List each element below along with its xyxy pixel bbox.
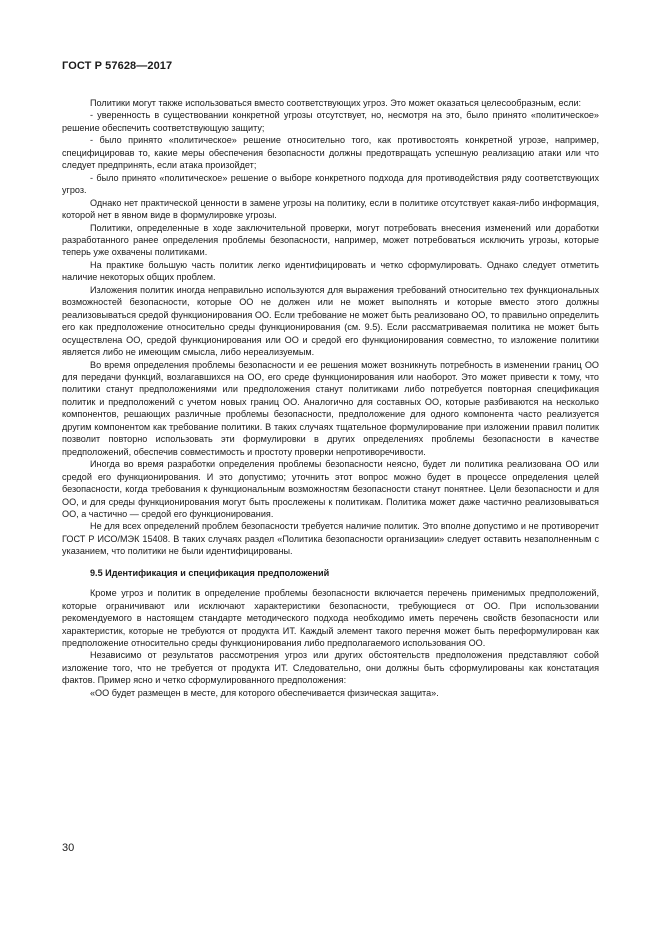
list-item: - уверенность в существовании конкретной угрозы отсутствует, но, несмотря на это, было принято «политическое» решение обеспечить соответствующую защиту; bbox=[62, 110, 599, 133]
paragraph: Независимо от результатов рассмотрения угроз или других обстоятельств предположения представляют собой изложение того, что не требуется от продукта ИТ. Следовательно, они должны быть сформулированы как констатация фактов. Пример ясно и четко сформулированного предположения: bbox=[62, 650, 599, 686]
paragraph: На практике большую часть политик легко идентифицировать и четко сформулировать. Однако следует отметить наличие некоторых общих проблем. bbox=[62, 259, 599, 283]
page-number: 30 bbox=[62, 842, 75, 854]
paragraph: Политики могут также использоваться вместо соответствующих угроз. Это может оказаться целесообразным, если: bbox=[90, 98, 582, 108]
list-item: - было принято «политическое» решение о выборе конкретного подхода для противодействия ряду соответствующих угроз. bbox=[62, 172, 599, 196]
paragraph: Не для всех определений проблем безопасности требуется наличие политик. Это вполне допустимо и не противоречит ГОСТ Р ИСО/МЭК 15408. В таких случаях раздел «Политика безопасности организации» следует оставить незаполненным с указанием, что политики не были идентифицированы. bbox=[62, 521, 599, 557]
paragraph: Кроме угроз и политик в определение проблемы безопасности включается перечень применимых предположений, которые ограничивают или исключают характеристики безопасности, требующиеся от ОО. При использовании рекомендуемого в настоящем стандарте методического подхода необходимо иметь перечень свойств безопасности или характеристик, которые не требуются от продукта ИТ. Каждый элемент такого перечня может быть переформулирован как предположение относительно среды функционирования либо предполагаемого использования ОО. bbox=[62, 588, 599, 649]
paragraph: Политики, определенные в ходе заключительной проверки, могут потребовать внесения изменений или доработки разработанного ранее определения проблемы безопасности, например, может потребоваться исключить угрозы, которые теперь уже охвачены политиками. bbox=[62, 222, 599, 258]
list-item: - было принято «политическое» решение относительно того, как противостоять конкретной угрозе, например, специфицировав то, какие меры обеспечения безопасности должны предотвращать успешную реализацию атаки или что следует предпринять, если атака произойдет; bbox=[62, 135, 599, 171]
paragraph: Иногда во время разработки определения проблемы безопасности неясно, будет ли политика реализована ОО или средой его функционирования. И это допустимо; уточнить этот вопрос можно будет в процессе определения целей безопасности, когда требования к функциональным возможностям безопасности станут понятнее. Цели безопасности и для ОО, и для среды функционирования могут быть прослежены к политикам. Политика может даже частично реализовываться ОО, а частично — средой его функционирования. bbox=[62, 459, 599, 519]
section-heading: 9.5 Идентификация и спецификация предположений bbox=[90, 567, 330, 578]
paragraph: Однако нет практической ценности в замене угрозы на политику, если в политике отсутствует какая-либо информация, которой нет в явном виде в формулировке угрозы. bbox=[62, 197, 599, 221]
paragraph: Во время определения проблемы безопасности и ее решения может возникнуть потребность в изменении границ ОО для передачи функций, возлагавшихся на ОО, его среде функционирования или наоборот. Это может привести к тому, что политики станут предположениями или предположения станут политиками либо потребуется повторная спецификация политик и предположений с учетом новых границ ОО. Аналогично для составных ОО, которые разбиваются на несколько компонентов, решающих различные проблемы безопасности, предположение для одного компонента часто реализуется другим компонентом как требование политики. В таких случаях тщательное формулирование при изложении правил политик позволит повторно использовать эти формулировки в других определениях проблемы безопасности в качестве предположений, обеспечив совместимость и простоту проверки непротиворечивости. bbox=[62, 359, 599, 457]
paragraph: «ОО будет размещен в месте, для которого обеспечивается физическая защита». bbox=[90, 687, 439, 698]
document-header: ГОСТ Р 57628—2017 bbox=[62, 60, 173, 72]
page-body bbox=[62, 97, 599, 699]
paragraph: Изложения политик иногда неправильно используются для выражения требований относительно тех функциональных возможностей безопасности, которые ОО не должен или не может выполнять и которые вместо этого должны реализовываться средой функционирования ОО. Если требование не может быть реализовано ОО, то правильно определить его как предположение относительно среды функционирования (см. 9.5). Если рассматриваемая политика не может быть осуществлена ОО, средой функционирования или ОО и средой его функционирования совместно, то изложение политики является либо не имеющим смысла, либо нереализуемым. bbox=[62, 284, 599, 358]
